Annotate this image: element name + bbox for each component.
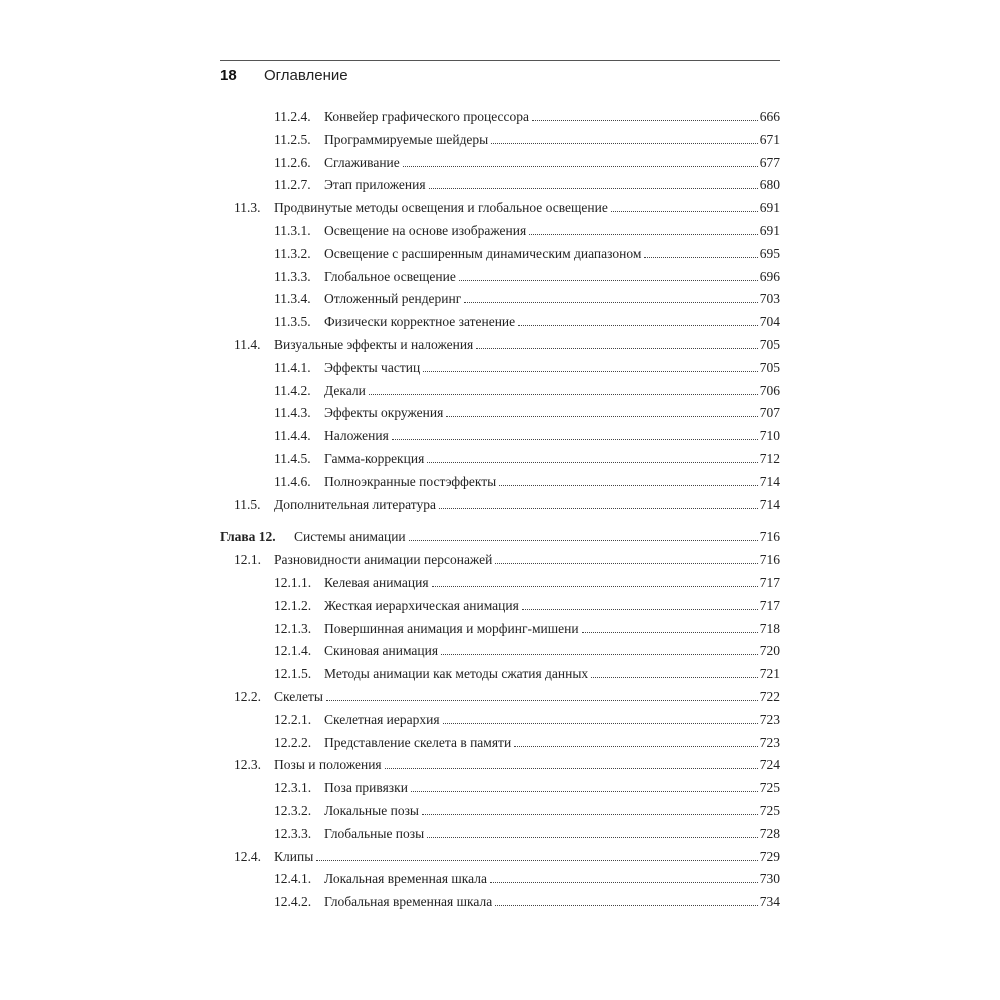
toc-entry-page: 717 [759, 597, 780, 613]
toc-entry-page: 696 [759, 268, 780, 284]
dot-leader [476, 348, 757, 349]
toc-entry[interactable] [220, 891, 780, 914]
toc-entry[interactable] [220, 197, 780, 220]
toc-entry[interactable] [220, 357, 780, 380]
toc-entry-number: 11.2.4. [274, 109, 311, 124]
toc-entry-page: 720 [759, 643, 780, 659]
toc-entry[interactable] [220, 243, 780, 266]
toc-entry-title: Физически корректное затенение [324, 314, 516, 330]
toc-entry-line [324, 663, 780, 686]
toc-entry-page: 707 [759, 405, 780, 421]
toc-entry[interactable] [220, 572, 780, 595]
dot-leader [514, 746, 758, 747]
toc-entry-page: 677 [759, 154, 780, 170]
toc-entry-line [324, 732, 780, 755]
toc-entry-line [274, 494, 780, 517]
toc-entry[interactable] [220, 152, 780, 175]
toc-entry-title: Представление скелета в памяти [324, 734, 512, 750]
running-header-title: Оглавление [264, 67, 348, 84]
toc-entry[interactable] [220, 266, 780, 289]
toc-entry-line [324, 891, 780, 914]
toc-entry-title: Жесткая иерархическая анимация [324, 597, 519, 613]
toc-entry-title: Визуальные эффекты и наложения [274, 336, 474, 352]
dot-leader [409, 540, 758, 541]
toc-entry[interactable] [220, 823, 780, 846]
toc-entry[interactable] [220, 402, 780, 425]
dot-leader [427, 837, 758, 838]
toc-entry[interactable] [220, 800, 780, 823]
toc-entry-page: 705 [759, 359, 780, 375]
dot-leader [591, 677, 758, 678]
toc-entry-page: 716 [759, 552, 780, 568]
toc-entry-title: Конвейер графического процессора [324, 109, 529, 124]
toc-entry-line [324, 174, 780, 197]
toc-entry-number: 12.2.2. [274, 734, 312, 750]
toc-entry-line [324, 266, 780, 289]
toc-entry-title: Эффекты окружения [324, 405, 444, 421]
toc-entry-line [324, 152, 780, 175]
toc-entry-page: 723 [759, 734, 780, 750]
toc-entry-title: Дополнительная литература [274, 496, 436, 512]
toc-entry[interactable] [220, 868, 780, 891]
dot-leader [459, 280, 758, 281]
toc-entry-title: Эффекты частиц [324, 359, 421, 375]
toc-entry-line [274, 754, 780, 777]
dot-leader [518, 325, 758, 326]
dot-leader [446, 416, 757, 417]
toc-entry-line [324, 800, 780, 823]
toc-entry-page: 705 [759, 336, 780, 352]
toc-entry-title: Позы и положения [274, 757, 382, 773]
toc-entry-page: 725 [759, 802, 780, 818]
toc-entry-number: 11.4.3. [274, 405, 311, 421]
running-header [220, 60, 780, 89]
toc-entry-title: Продвинутые методы освещения и глобальное освещение [274, 200, 608, 216]
toc-entry-number: 11.4.1. [274, 359, 311, 375]
dot-leader [464, 302, 757, 303]
toc-entry[interactable] [220, 686, 780, 709]
toc-entry-page: 691 [759, 200, 780, 216]
dot-leader [443, 723, 758, 724]
toc-entry-title: Разновидности анимации персонажей [274, 552, 493, 568]
toc-entry-number: 12.1.3. [274, 620, 312, 636]
toc-entry-title: Отложенный рендеринг [324, 291, 462, 307]
toc-entry-title: Клипы [274, 848, 314, 864]
toc-entry-number: 12.1.4. [274, 643, 312, 659]
toc-entry-line [324, 129, 780, 152]
toc-entry-title: Глобальные позы [324, 825, 425, 841]
dot-leader [427, 462, 757, 463]
toc-entry-title: Келевая анимация [324, 574, 429, 590]
toc-entry-number: 11.4.2. [274, 382, 311, 398]
dot-leader [582, 632, 758, 633]
toc-entry-title: Гамма-коррекция [324, 450, 425, 466]
toc-entry-number: 12.1.5. [274, 666, 312, 682]
toc-entry-title: Освещение на основе изображения [324, 222, 527, 238]
toc-entry-page: 721 [759, 666, 780, 682]
toc-entry-line [324, 868, 780, 891]
toc-entry[interactable] [220, 732, 780, 755]
toc-entry-number: 12.1.1. [274, 574, 312, 590]
toc-entry-line [324, 357, 780, 380]
toc-entry-line [324, 572, 780, 595]
toc-entry[interactable] [220, 220, 780, 243]
toc-entry[interactable] [220, 595, 780, 618]
toc-entry-title: Методы анимации как методы сжатия данных [324, 666, 589, 682]
toc-entry-title: Глобальная временная шкала [324, 894, 493, 910]
toc-entry-line [324, 311, 780, 334]
chapter-spacer [220, 516, 780, 526]
toc-entry-page: 712 [759, 450, 780, 466]
toc-entry-title: Поза привязки [324, 780, 408, 796]
toc-entry-line [324, 640, 780, 663]
toc-entry-line [274, 334, 780, 357]
toc-entry-page: 723 [759, 711, 780, 727]
toc-entry-title: Скелеты [274, 688, 323, 704]
toc-entry-line [274, 686, 780, 709]
toc-entry-page: 734 [759, 894, 780, 910]
dot-leader [491, 143, 758, 144]
toc-entry[interactable] [220, 425, 780, 448]
toc-entry[interactable] [220, 334, 780, 357]
toc-entry-page: 730 [759, 871, 780, 887]
dot-leader [441, 654, 758, 655]
dot-leader [429, 188, 758, 189]
toc-entry-page: 695 [759, 245, 780, 261]
table-of-contents [220, 106, 780, 914]
toc-entry-number: 12.1.2. [274, 597, 312, 613]
toc-entry-number: 12.1. [234, 552, 261, 568]
toc-entry-page: 724 [759, 757, 780, 773]
toc-entry[interactable] [220, 663, 780, 686]
toc-entry-line [324, 288, 780, 311]
toc-entry-number: 11.4.6. [274, 473, 311, 489]
dot-leader [403, 166, 758, 167]
toc-entry-line [274, 846, 780, 869]
toc-entry[interactable] [220, 129, 780, 152]
toc-entry-title: Системы анимации [294, 529, 406, 545]
toc-entry-title: Локальная временная шкала [324, 871, 487, 887]
toc-entry-line [324, 471, 780, 494]
toc-entry-number: 11.3.3. [274, 268, 311, 284]
toc-entry-title: Наложения [324, 428, 389, 444]
toc-entry-title: Скелетная иерархия [324, 711, 440, 727]
toc-entry[interactable] [220, 174, 780, 197]
dot-leader [369, 394, 758, 395]
dot-leader [522, 609, 758, 610]
toc-entry-page: 703 [759, 291, 780, 307]
dot-leader [532, 120, 758, 121]
toc-entry[interactable] [220, 549, 780, 572]
toc-entry[interactable] [220, 448, 780, 471]
toc-entry-page: 718 [759, 620, 780, 636]
toc-entry[interactable] [220, 311, 780, 334]
toc-entry-page: 680 [759, 177, 780, 193]
toc-entry-line [324, 220, 780, 243]
dot-leader [326, 700, 758, 701]
toc-entry[interactable] [220, 846, 780, 869]
toc-entry-number: 12.4. [234, 848, 261, 864]
toc-entry-page: 714 [759, 496, 780, 512]
dot-leader [529, 234, 758, 235]
toc-entry-page: 725 [759, 780, 780, 796]
toc-entry-line [324, 709, 780, 732]
toc-entry-page: 666 [759, 109, 780, 124]
toc-entry[interactable] [220, 754, 780, 777]
toc-entry[interactable] [220, 106, 780, 129]
toc-entry-line [324, 425, 780, 448]
dot-leader [495, 905, 758, 906]
toc-entry-line [274, 197, 780, 220]
toc-entry-number: 11.5. [234, 496, 261, 512]
toc-entry-number: 12.4.2. [274, 894, 312, 910]
toc-entry[interactable] [220, 494, 780, 517]
toc-entry-line [324, 618, 780, 641]
toc-entry-line [324, 777, 780, 800]
toc-entry-title: Этап приложения [324, 177, 426, 193]
dot-leader [423, 371, 758, 372]
toc-entry-number: 11.3. [234, 200, 261, 216]
toc-entry-line [324, 402, 780, 425]
dot-leader [392, 439, 758, 440]
toc-entry[interactable] [220, 288, 780, 311]
toc-entry-page: 704 [759, 314, 780, 330]
toc-entry-page: 691 [759, 222, 780, 238]
toc-entry-number: 11.4. [234, 336, 261, 352]
toc-entry-number: 11.2.7. [274, 177, 311, 193]
toc-entry[interactable] [220, 471, 780, 494]
dot-leader [490, 882, 758, 883]
toc-entry-title: Программируемые шейдеры [324, 131, 489, 147]
toc-entry-number: 11.4.4. [274, 428, 311, 444]
toc-entry[interactable] [220, 777, 780, 800]
toc-entry-number: 12.2. [234, 688, 261, 704]
toc-entry-page: 710 [759, 428, 780, 444]
toc-entry-number: 11.3.5. [274, 314, 311, 330]
toc-entry-line [324, 823, 780, 846]
toc-entry-title: Сглаживание [324, 154, 400, 170]
toc-entry[interactable] [220, 640, 780, 663]
dot-leader [316, 860, 757, 861]
toc-entry-number: 11.2.6. [274, 154, 311, 170]
toc-entry-page: 728 [759, 825, 780, 841]
toc-entry-number: 12.3. [234, 757, 261, 773]
toc-entry-title: Локальные позы [324, 802, 419, 818]
toc-entry-title: Освещение с расширенным динамическим диапазоном [324, 245, 642, 261]
toc-entry[interactable] [220, 380, 780, 403]
dot-leader [422, 814, 758, 815]
toc-entry-number: 11.4.5. [274, 450, 311, 466]
toc-entry-page: 671 [759, 131, 780, 147]
toc-entry[interactable] [220, 618, 780, 641]
toc-entry-page: 722 [759, 688, 780, 704]
dot-leader [495, 563, 757, 564]
toc-entry-page: 716 [759, 529, 780, 545]
toc-entry-page: 714 [759, 473, 780, 489]
toc-entry-number: 12.4.1. [274, 871, 312, 887]
dot-leader [644, 257, 757, 258]
toc-entry-number: 11.2.5. [274, 131, 311, 147]
toc-entry[interactable] [220, 709, 780, 732]
toc-entry-number: 11.3.4. [274, 291, 311, 307]
toc-entry-title: Скиновая анимация [324, 643, 439, 659]
dot-leader [611, 211, 758, 212]
toc-entry-number: 12.2.1. [274, 711, 312, 727]
dot-leader [439, 508, 758, 509]
toc-entry-line [294, 526, 780, 549]
toc-entry-title: Полноэкранные постэффекты [324, 473, 497, 489]
toc-entry-page: 717 [759, 574, 780, 590]
toc-entry-line [274, 549, 780, 572]
toc-entry-number: 11.3.2. [274, 245, 311, 261]
page-number: 18 [220, 67, 237, 84]
dot-leader [385, 768, 758, 769]
toc-entry-number: 12.3.2. [274, 802, 312, 818]
toc-entry[interactable] [220, 526, 780, 549]
toc-entry-number: 12.3.1. [274, 780, 312, 796]
toc-entry-number: 12.3.3. [274, 825, 312, 841]
toc-entry-line [324, 243, 780, 266]
toc-entry-line [324, 106, 780, 129]
toc-entry-page: 706 [759, 382, 780, 398]
toc-entry-page: 729 [759, 848, 780, 864]
dot-leader [499, 485, 758, 486]
toc-entry-number: 11.3.1. [274, 222, 311, 238]
dot-leader [411, 791, 758, 792]
toc-entry-title: Повершинная анимация и морфинг-мишени [324, 620, 579, 636]
toc-entry-number: Глава 12. [220, 529, 276, 545]
toc-entry-title: Декали [324, 382, 366, 398]
toc-entry-line [324, 595, 780, 618]
dot-leader [432, 586, 758, 587]
toc-entry-title: Глобальное освещение [324, 268, 456, 284]
toc-entry-line [324, 448, 780, 471]
toc-entry-line [324, 380, 780, 403]
